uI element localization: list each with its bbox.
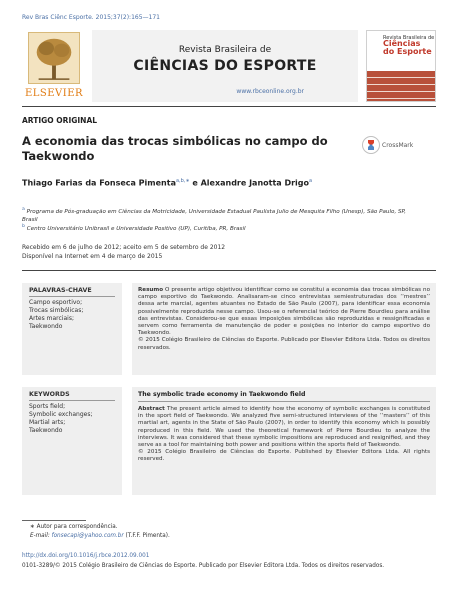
journal-citation: Rev Bras Ciênc Esporte. 2015;37(2):165—171 <box>22 14 160 21</box>
affiliation-text: Programa de Pós-graduação em Ciências da Motricidade, Universidade Estadual Paulista Julio de Mesquita Filho (Unesp), São Paulo, SP, Brasil <box>22 208 406 223</box>
author-name[interactable]: Alexandre Janotta Drigo <box>200 178 310 188</box>
affiliation <box>22 206 422 224</box>
abstract-en-copyright: © 2015 Colégio Brasileiro de Ciências do Esporte. Published by Elsevier Editora Ltda. All rights reserved. <box>138 449 430 463</box>
affiliation-mark: b <box>22 224 25 229</box>
abstract-en-label: Abstract <box>138 406 165 412</box>
cover-big-line-1: Ciências <box>383 39 421 48</box>
keyword-item: Taekwondo <box>29 323 63 330</box>
track-lane <box>367 91 436 92</box>
abstract-pt-text: O presente artigo objetivou identificar como se constitui a economia das trocas simbólicas no campo esportivo do Taekwondo. Analisaram-se cinco entrevistas semiestruturadas dos ‘‘mestres’’ dessa arte marcial, agentes atuantes no Estado de São Paulo (2007), para identificar essa economia possivelmente reproduzida nesse campo. Usou-se o referencial teórico de Pierre Bourdieu para análise das entrevistas. Considerou-se que essas imposições simbólicas são reproduzidas e ressignificadas e servem como ferramenta de manutenção de poder e posições no interior do campo esportivo do Taekwondo. <box>138 287 430 337</box>
author-list <box>22 178 312 188</box>
author-affiliation-marks: a,b,∗ <box>175 178 190 184</box>
crossmark-badge[interactable] <box>362 136 432 156</box>
abstract-pt-label: Resumo <box>138 287 164 293</box>
article-dates <box>22 243 225 261</box>
publisher-name: ELSEVIER <box>24 88 84 99</box>
abstract-pt-copyright: © 2015 Colégio Brasileiro de Ciências do Esporte. Publicado por Elsevier Editora Ltda. Todos os direitos reservados. <box>138 337 430 351</box>
correspondence-email-line <box>30 533 170 539</box>
keyword-item: Sports field; <box>29 403 66 410</box>
cover-big-title <box>383 40 432 56</box>
keywords-pt-box <box>22 283 122 375</box>
keywords-pt-heading: PALAVRAS-CHAVE <box>29 287 115 297</box>
cover-small-title: Revista Brasileira de <box>383 35 435 41</box>
section-label: ARTIGO ORIGINAL <box>22 116 98 125</box>
keyword-item: Trocas simbólicas; <box>29 307 84 314</box>
author-name[interactable]: Thiago Farias da Fonseca Pimenta <box>22 178 176 188</box>
abstract-en-box <box>132 387 436 495</box>
journal-title-box <box>92 30 358 102</box>
masthead-divider <box>22 106 436 107</box>
journal-subtitle: Revista Brasileira de <box>178 45 272 55</box>
keywords-en-heading: KEYWORDS <box>29 391 115 401</box>
abstract-en-text: The present article aimed to identify how the economy of symbolic exchanges is constituted in the sport field of Taekwondo. We analyzed five semi-structured interviews of the ‘‘masters’’ of this martial art, agents in the State of São Paulo (2007), in order to identify this economy which is possibly reproduced in this field. We used the theoretical framework of Pierre Bourdieu to analyze the interviews. It was considered that these symbolic impositions are reproduced and resignified, and they serve as a tool for maintaining both power and positions within the sports field of Taekwondo. <box>138 406 430 449</box>
doi-link[interactable]: http://dx.doi.org/10.1016/j.rbce.2012.09.001 <box>22 553 150 559</box>
track-lane <box>367 84 436 85</box>
journal-title: CIÊNCIAS DO ESPORTE <box>133 58 317 74</box>
abstract-en-body <box>138 406 430 449</box>
author-connector: e <box>189 178 201 188</box>
track-lane <box>367 77 436 78</box>
online-date: Disponível na Internet em 4 de março de 2015 <box>22 253 163 260</box>
crossmark-icon <box>362 136 380 154</box>
cover-big-line-2: do Esporte <box>383 47 432 56</box>
journal-cover-thumbnail[interactable] <box>366 30 436 102</box>
email-label: E-mail: <box>30 533 52 539</box>
keyword-item: Campo esportivo; <box>29 299 83 306</box>
article-title: A economia das trocas simbólicas no campo do Taekwondo <box>22 134 328 163</box>
keyword-item: Artes marciais; <box>29 315 74 322</box>
footer-copyright: 0101-3289/© 2015 Colégio Brasileiro de Ciências do Esporte. Publicado por Elsevier Editora Ltda. Todos os direitos reservados. <box>22 563 385 569</box>
crossmark-label: CrossMark <box>382 142 414 149</box>
keywords-en-box <box>22 387 122 495</box>
footnote-divider <box>22 520 86 521</box>
abstract-en-title: The symbolic trade economy in Taekwondo field <box>138 391 430 402</box>
affiliation <box>22 223 422 233</box>
cover-running-track-image <box>367 71 436 102</box>
keyword-item: Taekwondo <box>29 427 63 434</box>
abstract-pt-body <box>138 287 430 337</box>
keyword-item: Martial arts; <box>29 419 66 426</box>
email-link[interactable]: fonsecapi@yahoo.com.br <box>51 533 124 539</box>
abstract-pt-box <box>132 283 436 375</box>
received-accepted-date: Recebido em 6 de julho de 2012; aceito em 5 de setembro de 2012 <box>22 244 226 251</box>
keyword-item: Symbolic exchanges; <box>29 411 93 418</box>
elsevier-tree-icon <box>28 32 80 84</box>
affiliation-text: Centro Universitário Unibrasil e Universidade Positivo (UP), Curitiba, PR, Brasil <box>24 225 246 232</box>
affiliation-mark: a <box>22 207 25 212</box>
correspondence-note: ∗ Autor para correspondência. <box>30 524 118 530</box>
header-divider <box>22 270 436 271</box>
elsevier-logo[interactable] <box>22 30 86 102</box>
track-lane <box>367 98 436 99</box>
author-affiliation-marks: a <box>309 178 313 184</box>
masthead <box>22 30 436 102</box>
email-suffix: (T.F.F. Pimenta). <box>123 533 170 539</box>
journal-url-link[interactable]: www.rbceonline.org.br <box>236 88 304 95</box>
